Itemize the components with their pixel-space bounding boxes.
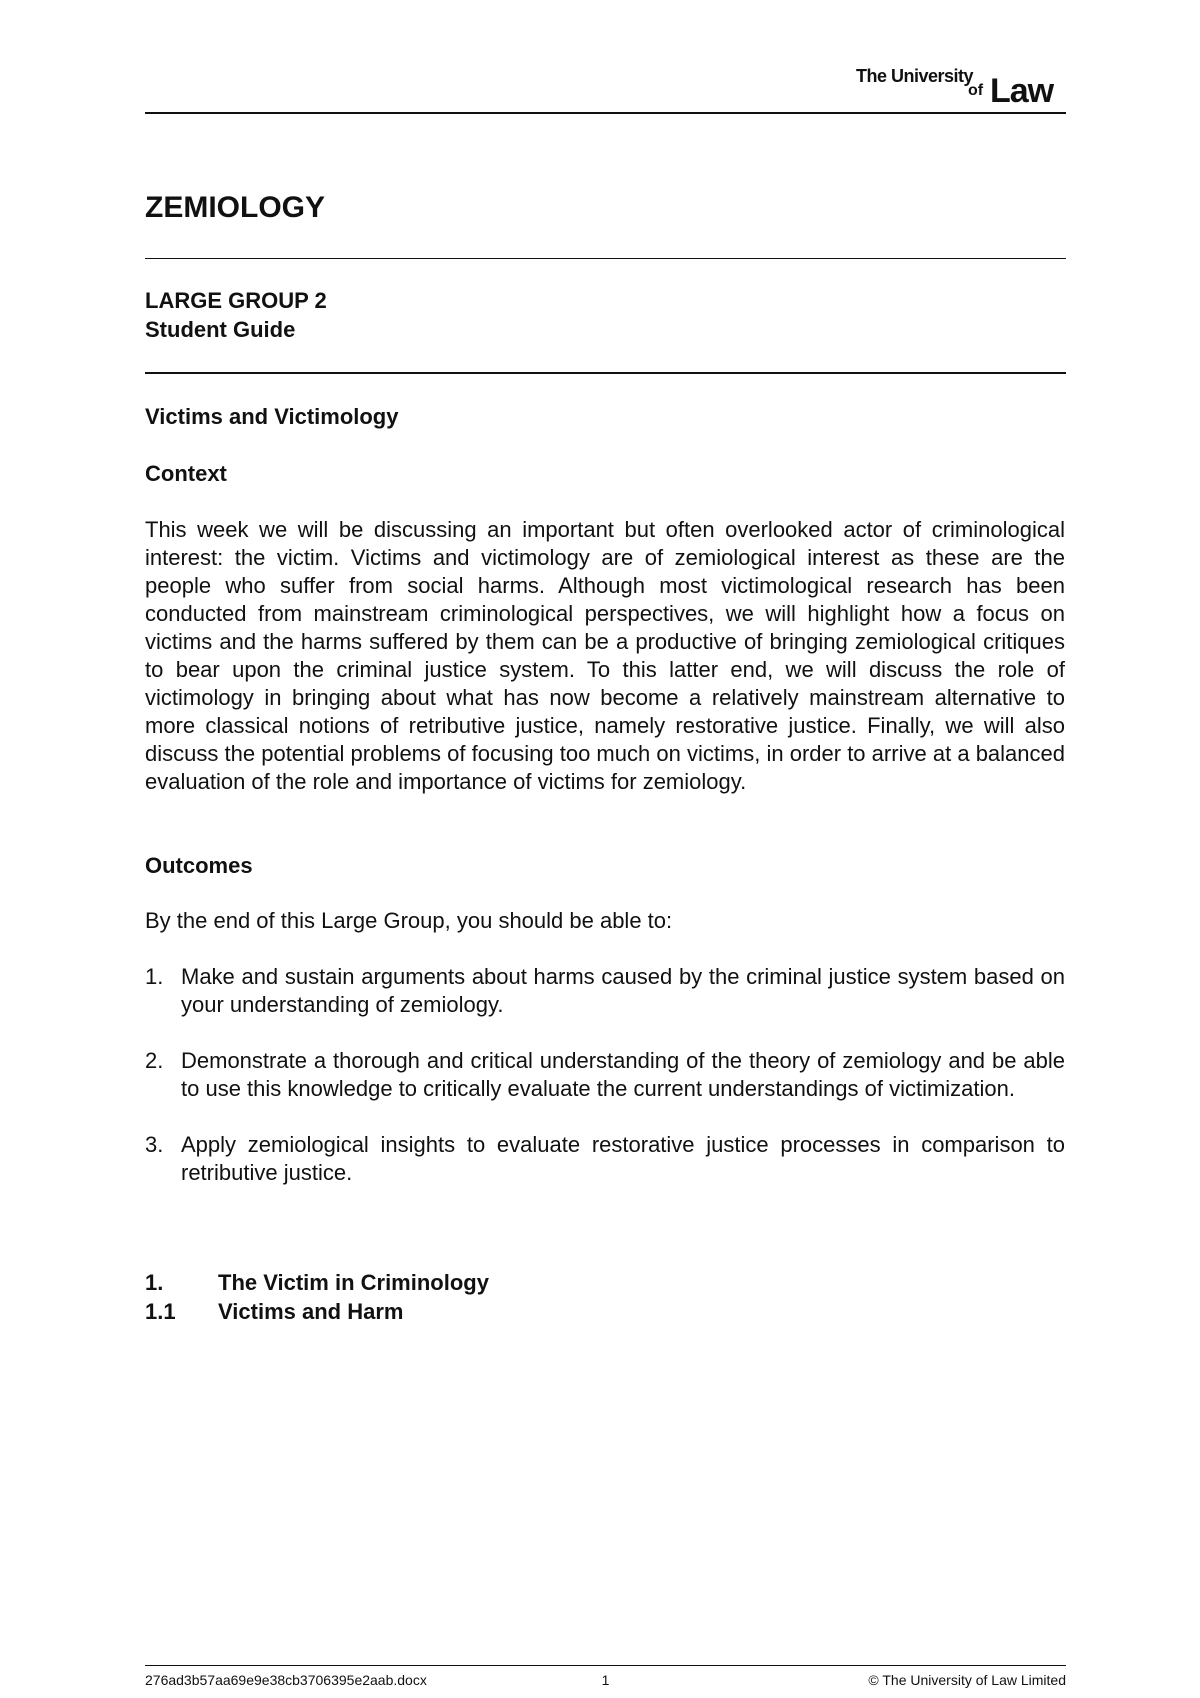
outcome-number: 1. [145,964,164,989]
outcomes-intro: By the end of this Large Group, you should be able to: [145,908,673,933]
topic-heading: Victims and Victimology [145,404,399,429]
logo-line-1: The University [856,66,974,86]
section-number: 1.1 [145,1299,176,1324]
logo-line-2: of [968,82,984,99]
outcome-item [145,1131,1065,1187]
subtitle-divider [145,372,1066,374]
subsection-heading [145,1299,403,1325]
section-heading [145,1270,489,1296]
outcome-number: 2. [145,1048,164,1073]
section-title: The Victim in Criminology [218,1270,489,1295]
context-heading: Context [145,461,227,486]
outcome-text: Demonstrate a thorough and critical understanding of the theory of zemiology and be able to use this knowledge to critically evaluate the current understandings of victimization. [181,1048,1065,1101]
section-title: Victims and Harm [218,1299,404,1324]
document-title: ZEMIOLOGY [145,191,325,224]
outcome-text: Make and sustain arguments about harms caused by the criminal justice system based on your understanding of zemiology. [181,964,1065,1017]
footer-divider [145,1665,1066,1666]
logo-line-3: Law [990,72,1054,110]
outcome-text: Apply zemiological insights to evaluate restorative justice processes in comparison to retributive justice. [181,1132,1065,1185]
outcome-number: 3. [145,1132,164,1157]
footer-filename: 276ad3b57aa69e9e38cb3706395e2aab.docx [145,1672,427,1688]
title-divider [145,258,1066,259]
outcomes-list [145,963,1065,1187]
outcome-item [145,1047,1065,1103]
outcome-item [145,963,1065,1019]
context-paragraph: This week we will be discussing an important but often overlooked actor of criminological interest: the victim. Victims and victimology are of zemiological interest as these are the people who suffer from social harms. Although most victimological research has been conducted from mainstream criminological perspectives, we will highlight how a focus on victims and the harms suffered by them can be a productive of bringing zemiological critiques to bear upon the criminal justice system. To this latter end, we will discuss the role of victimology in bringing about what has now become a relatively mainstream alternative to more classical notions of retributive justice, namely restorative justice. Finally, we will also discuss the potential problems of focusing too much on victims, in order to arrive at a balanced evaluation of the role and importance of victims for zemiology. [145,517,1065,794]
guide-label: Student Guide [145,317,296,342]
outcomes-heading: Outcomes [145,853,253,878]
footer-copyright: © The University of Law Limited [868,1672,1066,1688]
group-label: LARGE GROUP 2 [145,288,327,313]
footer-page-number: 1 [601,1672,610,1688]
university-logo [856,66,1066,110]
section-number: 1. [145,1270,164,1295]
header-divider [145,112,1066,114]
